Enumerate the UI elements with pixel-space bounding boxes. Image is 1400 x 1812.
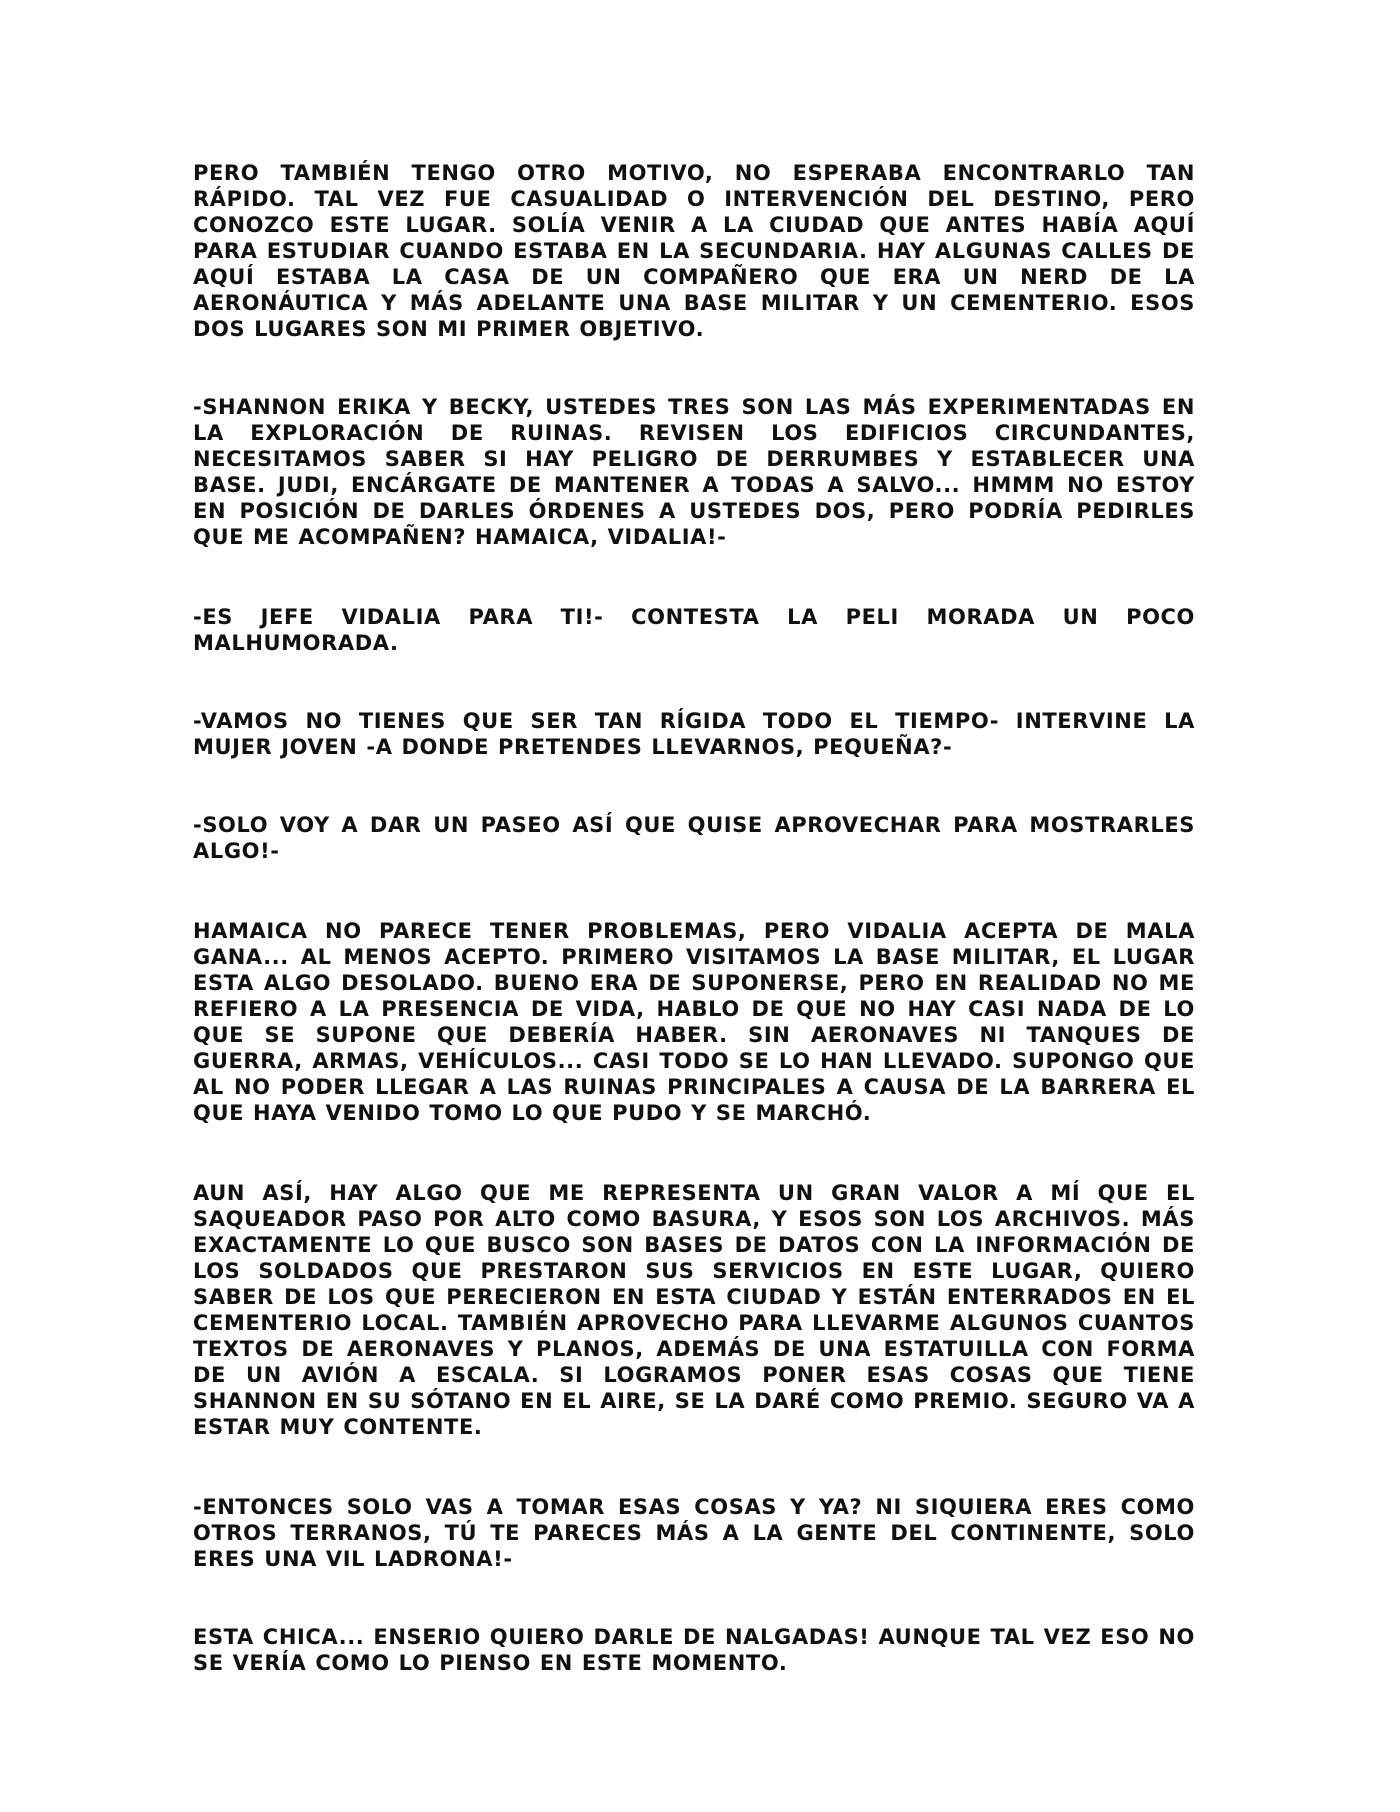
paragraph-5: -SOLO VOY A DAR UN PASEO ASÍ QUE QUISE APROVECHAR PARA MOSTRARLES ALGO!-	[193, 813, 1195, 863]
paragraph-9: ESTA CHICA... ENSERIO QUIERO DARLE DE NALGADAS! AUNQUE TAL VEZ ESO NO SE VERÍA COMO LO PIENSO EN ESTE MOMENTO.	[193, 1625, 1195, 1675]
paragraph-7: AUN ASÍ, HAY ALGO QUE ME REPRESENTA UN GRAN VALOR A MÍ QUE EL SAQUEADOR PASO POR ALTO COMO BASURA, Y ESOS SON LOS ARCHIVOS. MÁS EXACTAMENTE LO QUE BUSCO SON BASES DE DATOS CON LA INFORMACIÓN DE LOS SOLDADOS QUE PRESTARON SUS SERVICIOS EN ESTE LUGAR, QUIERO SABER DE LOS QUE PERECIERON EN ESTA CIUDAD Y ESTÁN ENTERRADOS EN EL CEMENTERIO LOCAL. TAMBIÉN APROVECHO PARA LLEVARME ALGUNOS CUANTOS TEXTOS DE AERONAVES Y PLANOS, ADEMÁS DE UNA ESTATUILLA CON FORMA DE UN AVIÓN A ESCALA. SI LOGRAMOS PONER ESAS COSAS QUE TIENE SHANNON EN SU SÓTANO EN EL AIRE, SE LA DARÉ COMO PREMIO. SEGURO VA A ESTAR MUY CONTENTE.	[193, 1181, 1195, 1439]
paragraph-6: HAMAICA NO PARECE TENER PROBLEMAS, PERO VIDALIA ACEPTA DE MALA GANA... AL MENOS ACEPTO. PRIMERO VISITAMOS LA BASE MILITAR, EL LUGAR ESTA ALGO DESOLADO. BUENO ERA DE SUPONERSE, PERO EN REALIDAD NO ME REFIERO A LA PRESENCIA DE VIDA, HABLO DE QUE NO HAY CASI NADA DE LO QUE SE SUPONE QUE DEBERÍA HABER. SIN AERONAVES NI TANQUES DE GUERRA, ARMAS, VEHÍCULOS... CASI TODO SE LO HAN LLEVADO. SUPONGO QUE AL NO PODER LLEGAR A LAS RUINAS PRINCIPALES A CAUSA DE LA BARRERA EL QUE HAYA VENIDO TOMO LO QUE PUDO Y SE MARCHÓ.	[193, 919, 1195, 1125]
paragraph-4: -VAMOS NO TIENES QUE SER TAN RÍGIDA TODO EL TIEMPO- INTERVINE LA MUJER JOVEN -A DONDE PRETENDES LLEVARNOS, PEQUEÑA?-	[193, 709, 1195, 759]
paragraph-2: -SHANNON ERIKA Y BECKY, USTEDES TRES SON LAS MÁS EXPERIMENTADAS EN LA EXPLORACIÓN DE RUINAS. REVISEN LOS EDIFICIOS CIRCUNDANTES, NECESITAMOS SABER SI HAY PELIGRO DE DERRUMBES Y ESTABLECER UNA BASE. JUDI, ENCÁRGATE DE MANTENER A TODAS A SALVO... HMMM NO ESTOY EN POSICIÓN DE DARLES ÓRDENES A USTEDES DOS, PERO PODRÍA PEDIRLES QUE ME ACOMPAÑEN? HAMAICA, VIDALIA!-	[193, 395, 1195, 549]
text-column	[193, 160, 1195, 1676]
paragraph-3: -ES JEFE VIDALIA PARA TI!- CONTESTA LA PELI MORADA UN POCO MALHUMORADA.	[193, 605, 1195, 655]
paragraph-8: -ENTONCES SOLO VAS A TOMAR ESAS COSAS Y YA? NI SIQUIERA ERES COMO OTROS TERRANOS, TÚ TE PARECES MÁS A LA GENTE DEL CONTINENTE, SOLO ERES UNA VIL LADRONA!-	[193, 1495, 1195, 1571]
paragraph-1: PERO TAMBIÉN TENGO OTRO MOTIVO, NO ESPERABA ENCONTRARLO TAN RÁPIDO. TAL VEZ FUE CASUALIDAD O INTERVENCIÓN DEL DESTINO, PERO CONOZCO ESTE LUGAR. SOLÍA VENIR A LA CIUDAD QUE ANTES HABÍA AQUÍ PARA ESTUDIAR CUANDO ESTABA EN LA SECUNDARIA. HAY ALGUNAS CALLES DE AQUÍ ESTABA LA CASA DE UN COMPAÑERO QUE ERA UN NERD DE LA AERONÁUTICA Y MÁS ADELANTE UNA BASE MILITAR Y UN CEMENTERIO. ESOS DOS LUGARES SON MI PRIMER OBJETIVO.	[193, 161, 1195, 341]
